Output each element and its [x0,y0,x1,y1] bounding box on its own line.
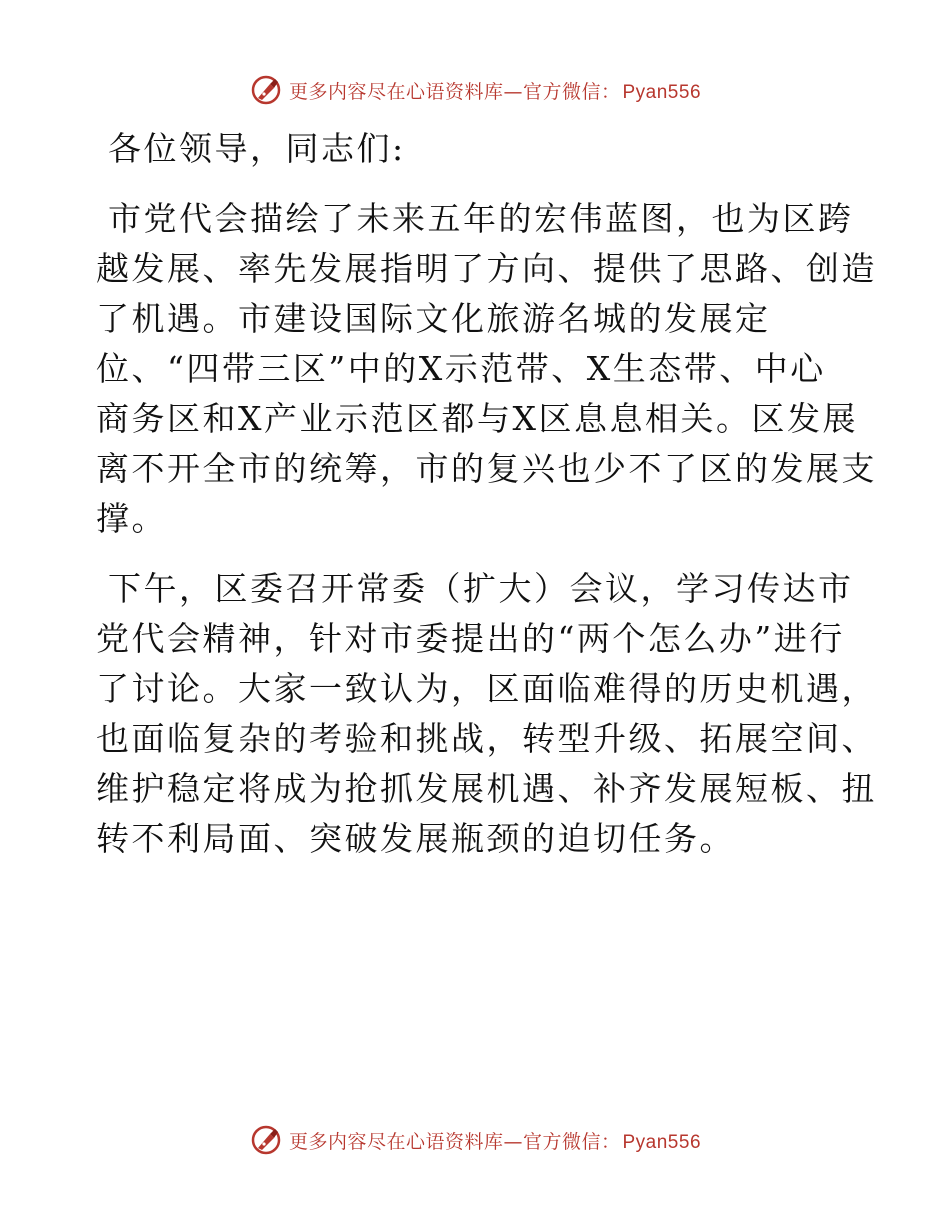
watermark-title: 更多内容尽在心语资料库 [288,80,504,103]
paragraph-1 [96,194,877,544]
pen-nib-logo-icon [249,73,283,107]
watermark-separator: — [503,80,523,103]
paragraph-line: 了机遇。市建设国际文化旅游名城的发展定 [96,299,771,338]
watermark-suffix: 官方微信： [522,80,621,103]
watermark-text [289,77,701,104]
paragraph-gap [96,174,856,194]
paragraph-line: 撑。 [96,499,167,538]
paragraph-line: 越发展、率先发展指明了方向、提供了思路、创造 [96,249,877,288]
pen-nib-logo-icon [249,1123,283,1157]
watermark-text [289,1127,701,1154]
paragraph-line: 党代会精神，针对市委提出的“两个怎么办”进行 [96,619,845,658]
paragraph-line: 商务区和X产业示范区都与X区息息相关。区发展 [96,399,858,438]
watermark-title: 更多内容尽在心语资料库 [288,1130,504,1153]
paragraph-line: 离不开全市的统筹，市的复兴也少不了区的发展支 [96,449,877,488]
watermark-suffix: 官方微信： [522,1130,621,1153]
header-watermark [0,72,950,108]
paragraph-line: 维护稳定将成为抢抓发展机遇、补齐发展短板、扭 [96,769,877,808]
paragraph-line: 下午，区委召开常委（扩大）会议，学习传达市 [108,569,854,608]
document-body [96,124,877,864]
watermark-wechat-id: Pyan556 [622,81,702,103]
footer-watermark [0,1122,950,1158]
watermark-wechat-id: Pyan556 [622,1131,702,1153]
paragraph-2 [96,564,877,864]
paragraph-line: 了讨论。大家一致认为，区面临难得的历史机遇， [96,669,877,708]
greeting: 各位领导，同志们: [108,129,406,168]
watermark-separator: — [503,1130,523,1153]
paragraph-line: 市党代会描绘了未来五年的宏伟蓝图，也为区跨 [108,199,854,238]
paragraph-line: 转不利局面、突破发展瓶颈的迫切任务。 [96,819,735,858]
paragraph-line: 位、“四带三区”中的X示范带、X生态带、中心 [96,349,826,388]
paragraph-gap [96,544,856,564]
paragraph-line: 也面临复杂的考验和挑战，转型升级、拓展空间、 [96,719,877,758]
